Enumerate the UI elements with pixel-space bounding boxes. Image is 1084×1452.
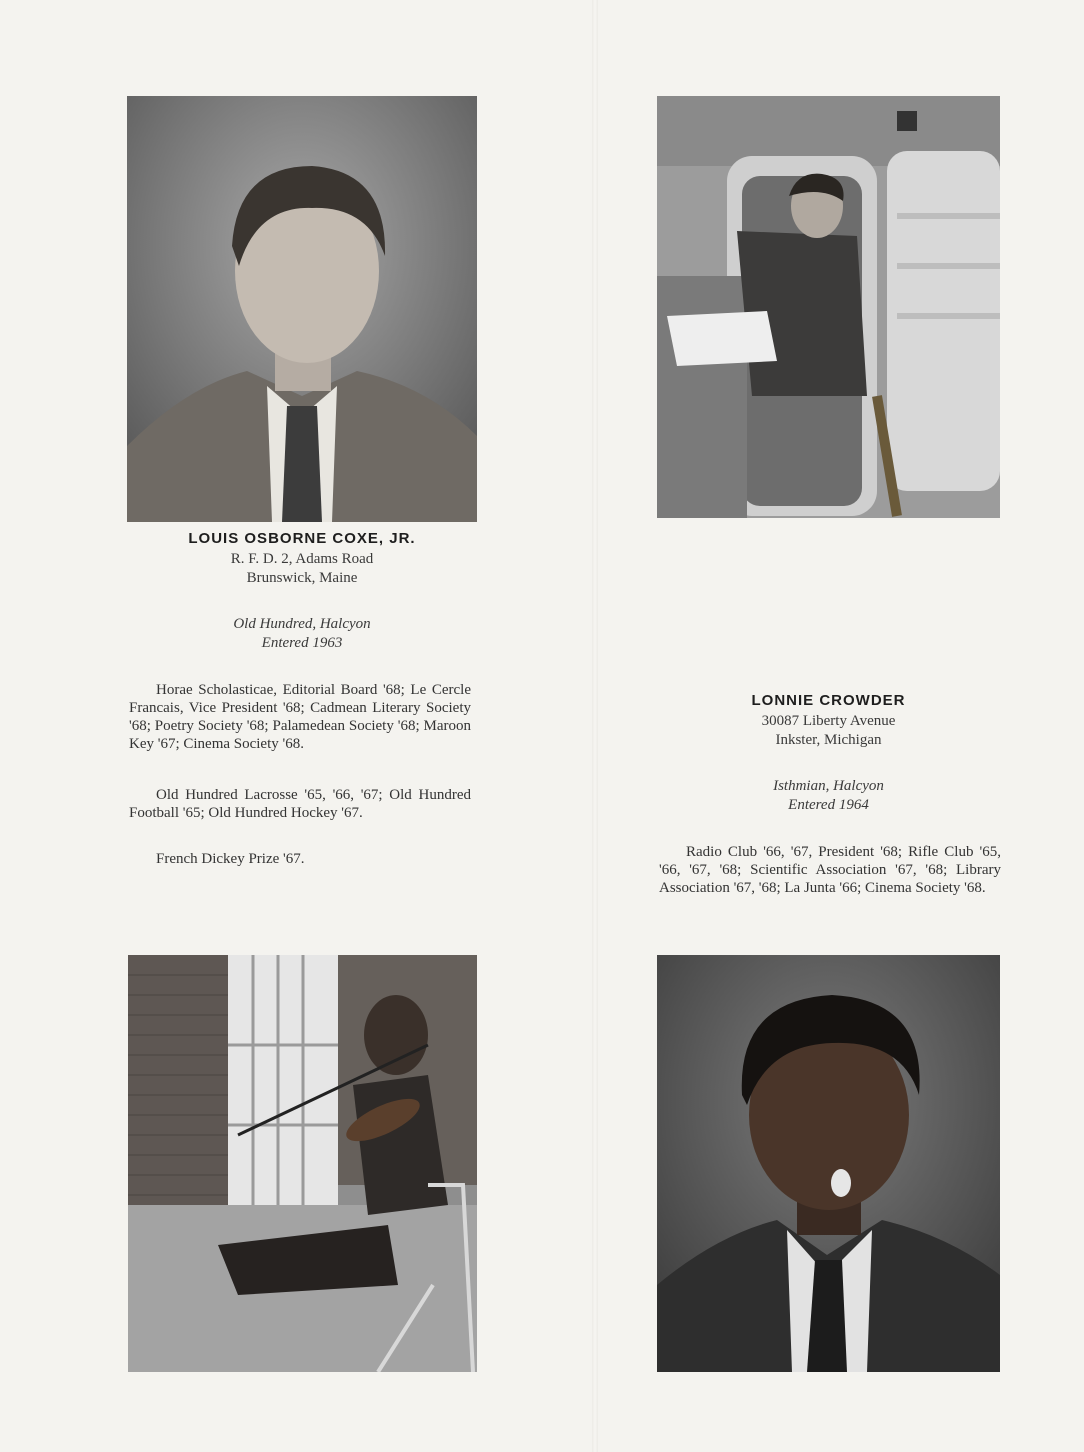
- crowder-entered: Entered 1964: [788, 797, 869, 813]
- coxe-activities-1: Horae Scholasticae, Editorial Board '68; Le Cercle Francais, Vice President '68; Cadmean Literary Society '68; Poetry Society '68; Palamedean Society '68; Maroon Key '67; Cinema Society '68.: [129, 682, 471, 752]
- coxe-address-line2: Brunswick, Maine: [246, 570, 358, 586]
- coxe-activities-3: French Dickey Prize '67.: [156, 851, 305, 867]
- coxe-name: LOUIS OSBORNE COXE, JR.: [188, 530, 416, 547]
- crowder-address-line1: 30087 Liberty Avenue: [761, 713, 896, 729]
- coxe-entered: Entered 1963: [261, 635, 343, 651]
- coxe-activities-2: Old Hundred Lacrosse '65, '66, '67; Old Hundred Football '65; Old Hundred Hockey '67.: [129, 787, 471, 821]
- crowder-address-line2: Inkster, Michigan: [775, 732, 882, 748]
- crowder-activities: Radio Club '66, '67, President '68; Rifle Club '65, '66, '67, '68; Scientific Association '67, '68; Library Association '67, '68; La Junta '66; Cinema Society '68.: [659, 844, 1001, 896]
- crowder-clubs: Isthmian, Halcyon: [773, 778, 884, 794]
- coxe-address-line1: R. F. D. 2, Adams Road: [230, 551, 374, 567]
- coxe-clubs: Old Hundred, Halcyon: [233, 616, 371, 632]
- violinist-candid-photo: [128, 955, 477, 1372]
- crowder-portrait-photo: [657, 955, 1000, 1372]
- crowder-name: LONNIE CROWDER: [751, 692, 906, 709]
- coxe-portrait-photo: [127, 96, 477, 522]
- reading-candid-photo: [657, 96, 1000, 518]
- page-gutter: [592, 0, 598, 1452]
